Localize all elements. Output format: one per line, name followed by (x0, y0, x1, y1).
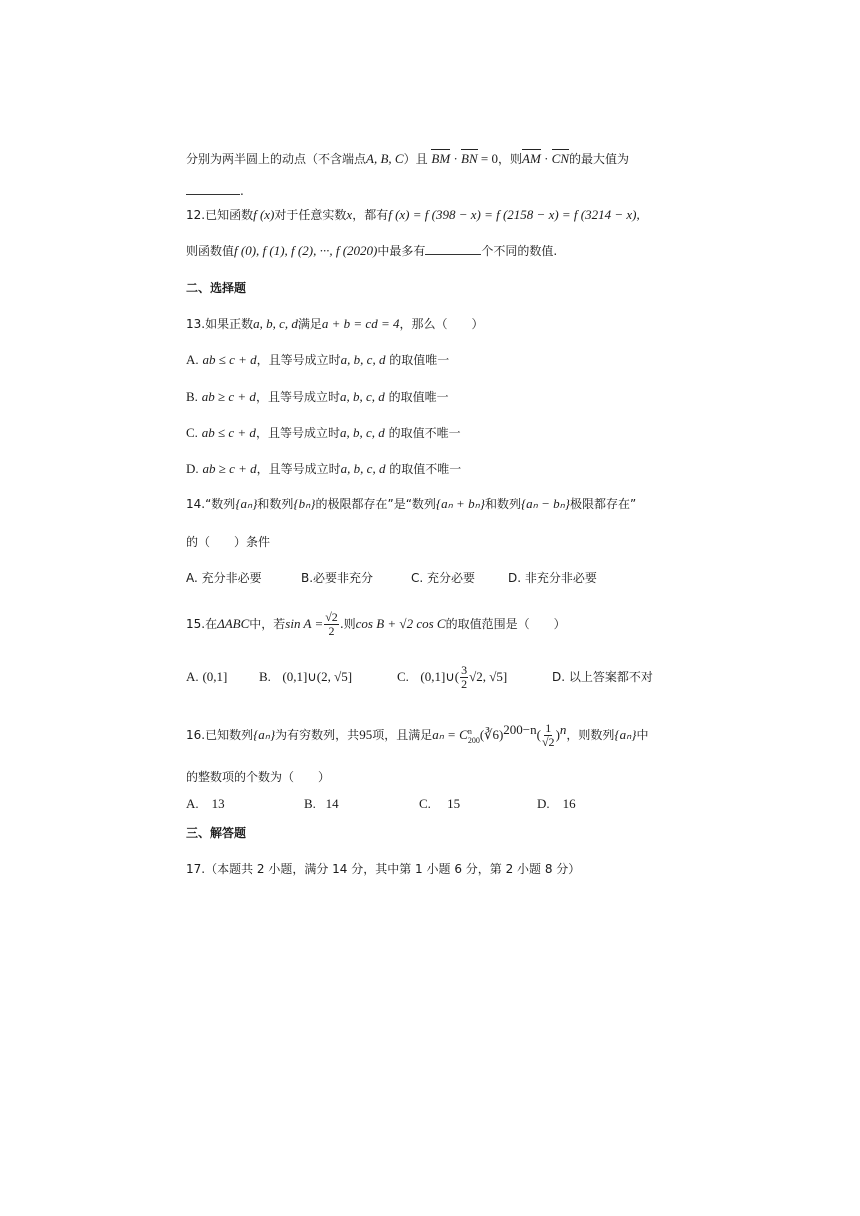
q15-option-d[interactable]: D. 以上答案都不对 (552, 670, 653, 684)
q13-option-d[interactable] (186, 460, 461, 478)
text: 中，若 (249, 617, 286, 631)
text: 为有穷数列，共 (275, 728, 360, 742)
vector-bn: BN (461, 151, 478, 166)
text: 极限都存在” (570, 497, 637, 511)
superscript: n (559, 722, 567, 737)
text: ，且等号成立时 (256, 353, 341, 367)
option-label: A. (186, 352, 199, 367)
q14-stem-line2: 的（ ）条件 (186, 535, 271, 549)
q13-option-b[interactable] (186, 388, 449, 406)
text: ，且等号成立时 (256, 462, 341, 476)
text: ，那么（ ） (399, 317, 484, 331)
text: 中最多有 (377, 244, 426, 258)
q12-line2 (186, 242, 557, 260)
text: 的极限都存在”是“数列 (315, 497, 436, 511)
fraction (460, 664, 468, 691)
math-an: {aₙ} (614, 727, 637, 742)
math-sum: {aₙ + bₙ} (435, 496, 485, 511)
fraction-denominator: 2 (461, 677, 468, 691)
math-option: (0,1] (202, 669, 228, 684)
math-option: (0,1]∪(2, √5] (282, 669, 353, 684)
section-heading-answer: 三、解答题 (186, 826, 247, 840)
q15-option-a[interactable] (186, 662, 227, 692)
q14-option-b[interactable]: B.必要非充分 (301, 571, 374, 585)
q15-stem (186, 609, 566, 639)
math-formula: ) (555, 727, 560, 742)
option-label: B. (186, 389, 198, 404)
period: . (240, 184, 244, 198)
q12-line1 (186, 206, 640, 224)
math-formula: ( (536, 727, 541, 742)
q16-option-a[interactable] (186, 796, 225, 812)
q13-option-c[interactable] (186, 424, 461, 442)
text: 的取值范围是（ ） (445, 617, 566, 631)
q15-option-b[interactable] (259, 662, 352, 692)
text: ，则 (498, 152, 523, 166)
dot: · (540, 151, 552, 166)
fraction-denominator: √2 (541, 735, 555, 749)
text: 和数列 (484, 497, 521, 511)
math-vars: a, b, c, d (253, 316, 298, 331)
fraction-numerator: 3 (461, 663, 468, 677)
combination-indices (468, 727, 480, 745)
fraction-numerator: 1 (545, 721, 552, 735)
q16-option-b[interactable] (304, 796, 339, 812)
superscript: n (467, 726, 472, 736)
answer-blank-line (186, 182, 244, 200)
math-option: (0,1]∪( (420, 669, 460, 684)
vector-am: AM (522, 151, 541, 166)
q12-label: 12.已知函数 (186, 208, 254, 222)
math-sina: sin A = (285, 616, 324, 631)
q17-stem: 17.（本题共 2 小题，满分 14 分，其中第 1 小题 6 分，第 2 小题 8 分） (186, 862, 581, 876)
math-vars: a, b, c, d (340, 461, 386, 476)
q16-option-d[interactable] (537, 796, 576, 812)
answer-blank[interactable] (425, 242, 481, 255)
option-label: C. (397, 669, 409, 684)
option-value: 14 (325, 796, 339, 811)
text: 对于任意实数 (274, 208, 347, 222)
math-an: {aₙ} (253, 727, 276, 742)
option-label: C. (419, 796, 431, 811)
text: ）且 (403, 152, 428, 166)
math-x: x (346, 207, 353, 222)
superscript: 200−n (503, 722, 537, 737)
math-an: {aₙ} (235, 496, 258, 511)
math-vars: a, b, c, d (339, 425, 385, 440)
q14-stem (186, 495, 636, 513)
math-ineq: ab ≤ c + d (201, 425, 256, 440)
math-ineq: ab ≥ c + d (202, 461, 257, 476)
text: 13.如果正数 (186, 317, 254, 331)
text: 和数列 (257, 497, 294, 511)
math-formula: (∛6) (479, 727, 504, 742)
text: 则函数值 (186, 244, 235, 258)
math-triangle: ΔABC (217, 616, 250, 631)
q13-stem (186, 315, 484, 333)
math-option: √2, √5] (469, 669, 508, 684)
option-label: B. (259, 669, 271, 684)
text: 中 (636, 728, 649, 742)
q14-option-d[interactable]: D. 非充分非必要 (508, 571, 597, 585)
text: 16.已知数列 (186, 728, 254, 742)
section-heading-choice: 二、选择题 (186, 281, 247, 295)
text: ，都有 (352, 208, 389, 222)
number: 95 (359, 727, 373, 742)
q14-option-a[interactable]: A. 充分非必要 (186, 571, 262, 585)
option-value: 15 (447, 796, 461, 811)
fraction (324, 611, 339, 638)
text: 14.“数列 (186, 497, 236, 511)
text: ，且等号成立时 (255, 426, 340, 440)
math-expression: cos B + √2 cos C (355, 616, 446, 631)
text: .则 (339, 617, 356, 631)
text: 15.在 (186, 617, 218, 631)
math-points: A, B, C (366, 151, 404, 166)
text: 的取值不唯一 (388, 426, 461, 440)
subscript: 200 (467, 735, 480, 745)
text: ，且等号成立时 (255, 390, 340, 404)
math-diff: {aₙ − bₙ} (520, 496, 570, 511)
math-bn: {bₙ} (293, 496, 316, 511)
text: 满足 (297, 317, 322, 331)
equals-zero: = 0 (477, 151, 499, 166)
q16-stem (186, 715, 649, 750)
q15-option-c[interactable] (397, 662, 507, 692)
math-values: f (0), f (1), f (2), ···, f (2020) (234, 243, 378, 258)
option-label: D. (186, 461, 199, 476)
option-value: 13 (211, 796, 225, 811)
text: 的最大值为 (569, 152, 630, 166)
text: 个不同的数值. (481, 244, 558, 258)
dot: · (450, 151, 462, 166)
math-vars: a, b, c, d (339, 389, 385, 404)
q13-option-a[interactable] (186, 351, 449, 369)
fraction-denominator: 2 (328, 624, 335, 638)
text: ，则数列 (566, 728, 615, 742)
text: 的取值唯一 (388, 390, 449, 404)
math-equation: f (x) = f (398 − x) = f (2158 − x) = f (3214 − x), (388, 207, 640, 222)
math-fx: f (x) (253, 207, 275, 222)
text: 的取值不唯一 (389, 462, 462, 476)
answer-blank[interactable] (186, 182, 240, 195)
math-ineq: ab ≥ c + d (201, 389, 256, 404)
option-label: B. (304, 796, 316, 811)
q14-option-c[interactable]: C. 充分必要 (411, 571, 476, 585)
q16-option-c[interactable] (419, 796, 460, 812)
text: 的取值唯一 (389, 353, 450, 367)
math-formula: aₙ = C (432, 727, 468, 742)
vector-bm: BM (431, 151, 451, 166)
text: 分别为两半圆上的动点（不含端点 (186, 152, 367, 166)
option-label: A. (186, 796, 199, 811)
q16-stem-line2: 的整数项的个数为（ ） (186, 770, 331, 784)
fraction (542, 722, 555, 749)
math-vars: a, b, c, d (340, 352, 386, 367)
text: 项，且满足 (372, 728, 433, 742)
math-ineq: ab ≤ c + d (202, 352, 257, 367)
option-label: A. (186, 669, 199, 684)
option-label: C. (186, 425, 198, 440)
q11-continuation (186, 150, 629, 168)
option-value: 16 (562, 796, 576, 811)
vector-cn: CN (551, 151, 569, 166)
fraction-numerator: √2 (325, 610, 338, 624)
math-condition: a + b = cd = 4 (321, 316, 400, 331)
option-label: D. (537, 796, 550, 811)
